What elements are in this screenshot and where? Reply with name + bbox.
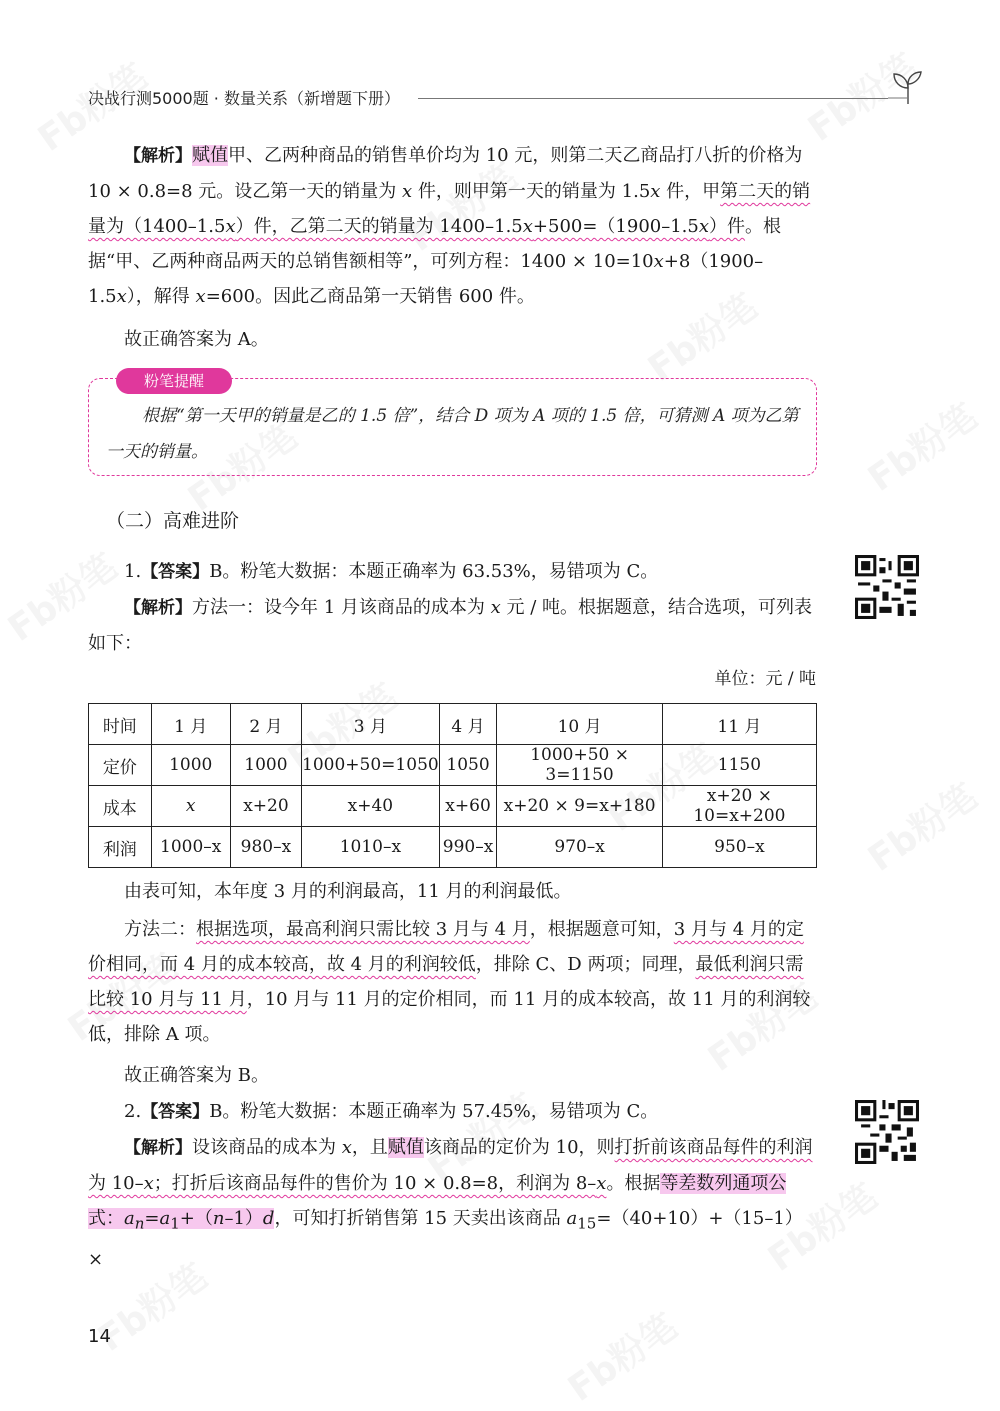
watermark	[556, 1300, 685, 1411]
qr-code-icon[interactable]	[855, 555, 919, 619]
sprout-icon	[888, 66, 928, 106]
analysis-paragraph: 【解析】赋值甲、乙两种商品的销售单价均为 10 元，则第二天乙商品打八折的价格为 10 × 0.8=8 元。设乙第一天的销量为 x 件，则甲第一天的销量为 1.5x 件，甲第二天的销量为（1400–1.5x）件，乙第二天的销量为 1400–1.5x+500=（1900–1.5x）件。根据“甲、乙两种商品两天的总销售额相等”，可列方程：1400 × 10=10x+8（1900–1.5x），解得 x=600。因此乙商品第一天销售 600 件。	[88, 145, 811, 307]
running-header: 决战行测5000题 · 数量关系（新增题下册）	[88, 89, 400, 108]
watermark	[856, 770, 985, 882]
header-rule	[418, 98, 888, 99]
table-row: 利润 1000–x 980–x 1010–x 990–x 970–x 950–x	[89, 827, 817, 868]
watermark	[856, 390, 985, 502]
table-row: 成本 x x+20 x+40 x+60 x+20 × 9=x+180 x+20 × 10=x+200	[89, 786, 817, 827]
section-heading: （二）高难进阶	[106, 510, 240, 532]
formula-highlight: 等差数列通项公式：$a_n=a_1+(n-1)d$	[88, 1173, 787, 1233]
tip-text: 根据“第一天甲的销量是乙的 1.5 倍”，结合 D 项为 A 项的 1.5 倍，可猜测 A 项为乙第一天的销量。	[106, 406, 799, 462]
underlined-text: 第二天的销量为（1400–1.5x）件，乙第二天的销量为 1400–1.5x+500=（1900–1.5x）件	[88, 181, 811, 237]
page-number: 14	[88, 1326, 111, 1347]
q1-conclusion: 故正确答案为 B。	[124, 1065, 269, 1086]
q2-answer: 2.【答案】B。粉笔大数据：本题正确率为 57.45%，易错项为 C。	[124, 1101, 659, 1122]
tip-tag: 粉笔提醒	[116, 368, 232, 394]
table-unit: 单位：元 / 吨	[714, 669, 816, 689]
table-row: 定价 1000 1000 1000+50=1050 1050 1000+50 × 3=1150 1150	[89, 745, 817, 786]
table-conclusion: 由表可知，本年度 3 月的利润最高，11 月的利润最低。	[124, 881, 572, 902]
qr-code-icon[interactable]	[855, 1100, 919, 1164]
q1-answer: 1.【答案】B。粉笔大数据：本题正确率为 63.53%，易错项为 C。	[124, 561, 659, 582]
answer-text: 故正确答案为 A。	[124, 329, 269, 350]
table-header-row: 时间 1 月 2 月 3 月 4 月 10 月 11 月	[89, 704, 817, 745]
q1-analysis: 【解析】方法一：设今年 1 月该商品的成本为 x 元 / 吨。根据题意，结合选项，可列表如下：	[88, 597, 813, 654]
price-cost-profit-table	[88, 703, 817, 868]
q2-analysis: 【解析】设该商品的成本为 x，且赋值该商品的定价为 10，则打折前该商品每件的利润为 10–x；打折后该商品每件的售价为 10 × 0.8=8，利润为 8–x。根据等差数列通项公式：$a_n=a_1+(n-1)d$，可知打折销售第 15 天卖出该商品 $a_{15}=(40+10)+(15-1)\times$	[88, 1137, 813, 1270]
method-two-paragraph: 方法二：根据选项，最高利润只需比较 3 月与 4 月，根据题意可知，3 月与 4 月的定价相同，而 4 月的成本较高，故 4 月的利润较低，排除 C、D 两项；同理，最低利润只需比较 10 月与 11 月，10 月与 11 月的定价相同，而 11 月的成本较高，故 11 月的利润较低，排除 A 项。	[88, 919, 811, 1045]
